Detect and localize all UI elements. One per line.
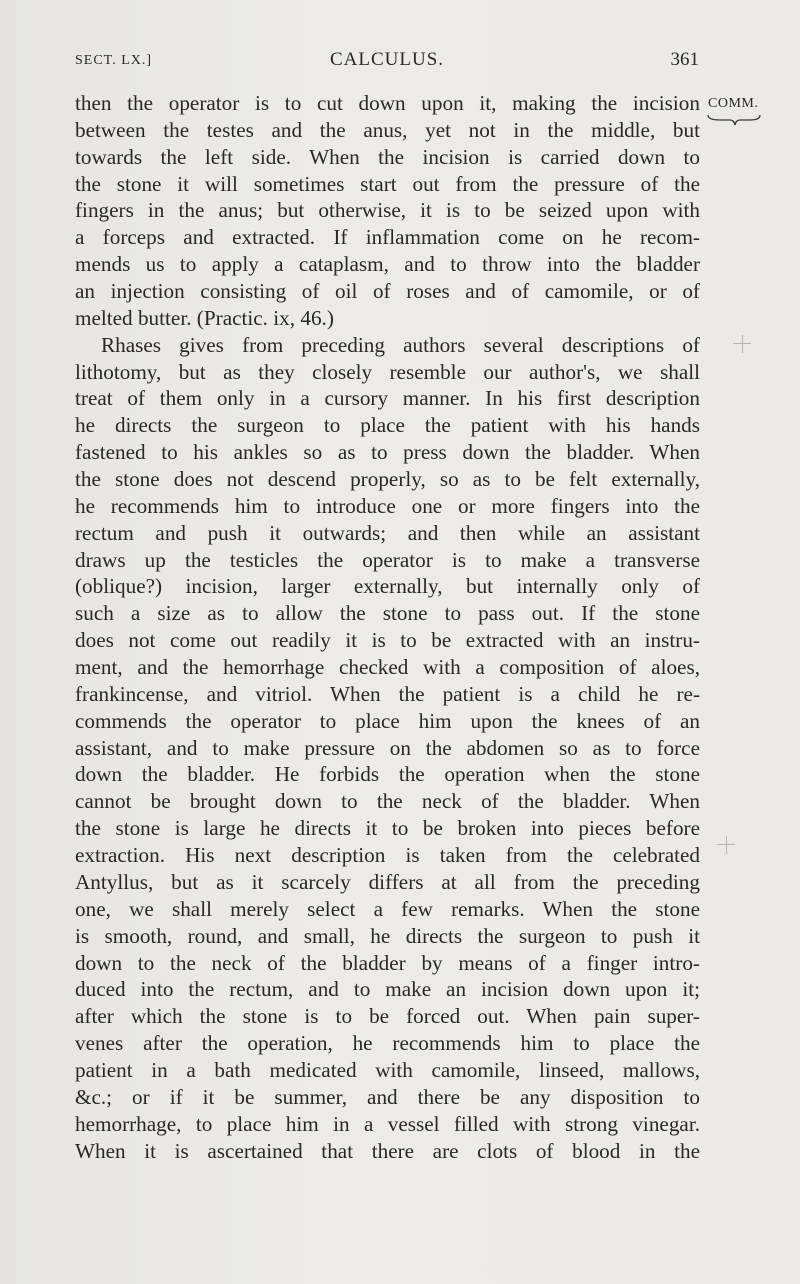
- text-line: venes after the operation, he recommends him to place the: [75, 1031, 700, 1056]
- text-line: fingers in the anus; but otherwise, it is to be seized upon with: [75, 198, 700, 223]
- text-line: cannot be brought down to the neck of the bladder. When: [75, 789, 700, 814]
- text-line: is smooth, round, and small, he directs the surgeon to push it: [75, 923, 700, 948]
- text-line: Antyllus, but as it scarcely differs at all from the preceding: [75, 869, 700, 894]
- text-line: down the bladder. He forbids the operation when the stone: [75, 762, 700, 787]
- text-line: one, we shall merely select a few remarks. When the stone: [75, 896, 700, 921]
- text-line: he recommends him to introduce one or more fingers into the: [75, 493, 700, 518]
- text-line: does not come out readily it is to be extracted with an instru-: [75, 628, 700, 653]
- text-line: fastened to his ankles so as to press down the bladder. When: [75, 440, 700, 465]
- text-line: such a size as to allow the stone to pass out. If the stone: [75, 601, 700, 626]
- text-line: hemorrhage, to place him in a vessel filled with strong vinegar.: [75, 1111, 700, 1136]
- text-line: assistant, and to make pressure on the abdomen so as to force: [75, 735, 700, 760]
- paragraph: [75, 90, 700, 332]
- text-line: (oblique?) incision, larger externally, but internally only of: [75, 574, 700, 599]
- registration-mark: [733, 335, 751, 353]
- text-line: When it is ascertained that there are clots of blood in the: [75, 1138, 700, 1163]
- text-line: down to the neck of the bladder by means of a finger intro-: [75, 950, 700, 975]
- paragraph: [75, 332, 700, 1165]
- text-line: towards the left side. When the incision is carried down to: [75, 144, 700, 169]
- text-line: then the operator is to cut down upon it, making the incision: [75, 91, 700, 115]
- text-line: after which the stone is to be forced out. When pain super-: [75, 1004, 700, 1029]
- text-line: Rhases gives from preceding authors several descriptions of: [101, 332, 700, 357]
- margin-note: COMM.: [708, 96, 759, 111]
- section-label: SECT. LX.]: [75, 53, 153, 68]
- text-line: melted butter. (Practic. ix, 46.): [75, 305, 334, 330]
- text-line: patient in a bath medicated with camomile, linseed, mallows,: [75, 1057, 700, 1082]
- body-text: [75, 90, 700, 1164]
- text-line: lithotomy, but as they closely resemble our author's, we shall: [75, 359, 700, 384]
- text-line: he directs the surgeon to place the patient with his hands: [75, 413, 700, 438]
- text-line: &c.; or if it be summer, and there be any disposition to: [75, 1084, 700, 1109]
- text-line: the stone it will sometimes start out from the pressure of the: [75, 171, 700, 196]
- text-line: the stone is large he directs it to be broken into pieces before: [75, 816, 700, 841]
- text-line: an injection consisting of oil of roses and of camomile, or of: [75, 279, 700, 304]
- text-line: ment, and the hemorrhage checked with a composition of aloes,: [75, 655, 700, 680]
- text-line: extraction. His next description is taken from the celebrated: [75, 843, 700, 868]
- running-header: [75, 49, 699, 75]
- text-line: draws up the testicles the operator is to make a transverse: [75, 547, 700, 572]
- registration-mark: [717, 836, 735, 854]
- page-title: CALCULUS.: [329, 49, 445, 70]
- text-line: the stone does not descend properly, so as to be felt externally,: [75, 467, 700, 492]
- text-line: duced into the rectum, and to make an incision down upon it;: [75, 977, 700, 1002]
- text-line: a forceps and extracted. If inflammation come on he recom-: [75, 225, 700, 250]
- text-line: frankincense, and vitriol. When the patient is a child he re-: [75, 681, 700, 706]
- text-line: rectum and push it outwards; and then while an assistant: [75, 520, 700, 545]
- page-number: 361: [670, 49, 699, 70]
- text-line: between the testes and the anus, yet not in the middle, but: [75, 117, 700, 142]
- text-line: commends the operator to place him upon the knees of an: [75, 708, 700, 733]
- text-line: treat of them only in a cursory manner. In his first description: [75, 386, 700, 411]
- margin-brace-icon: [706, 112, 762, 128]
- text-line: mends us to apply a cataplasm, and to throw into the bladder: [75, 252, 700, 277]
